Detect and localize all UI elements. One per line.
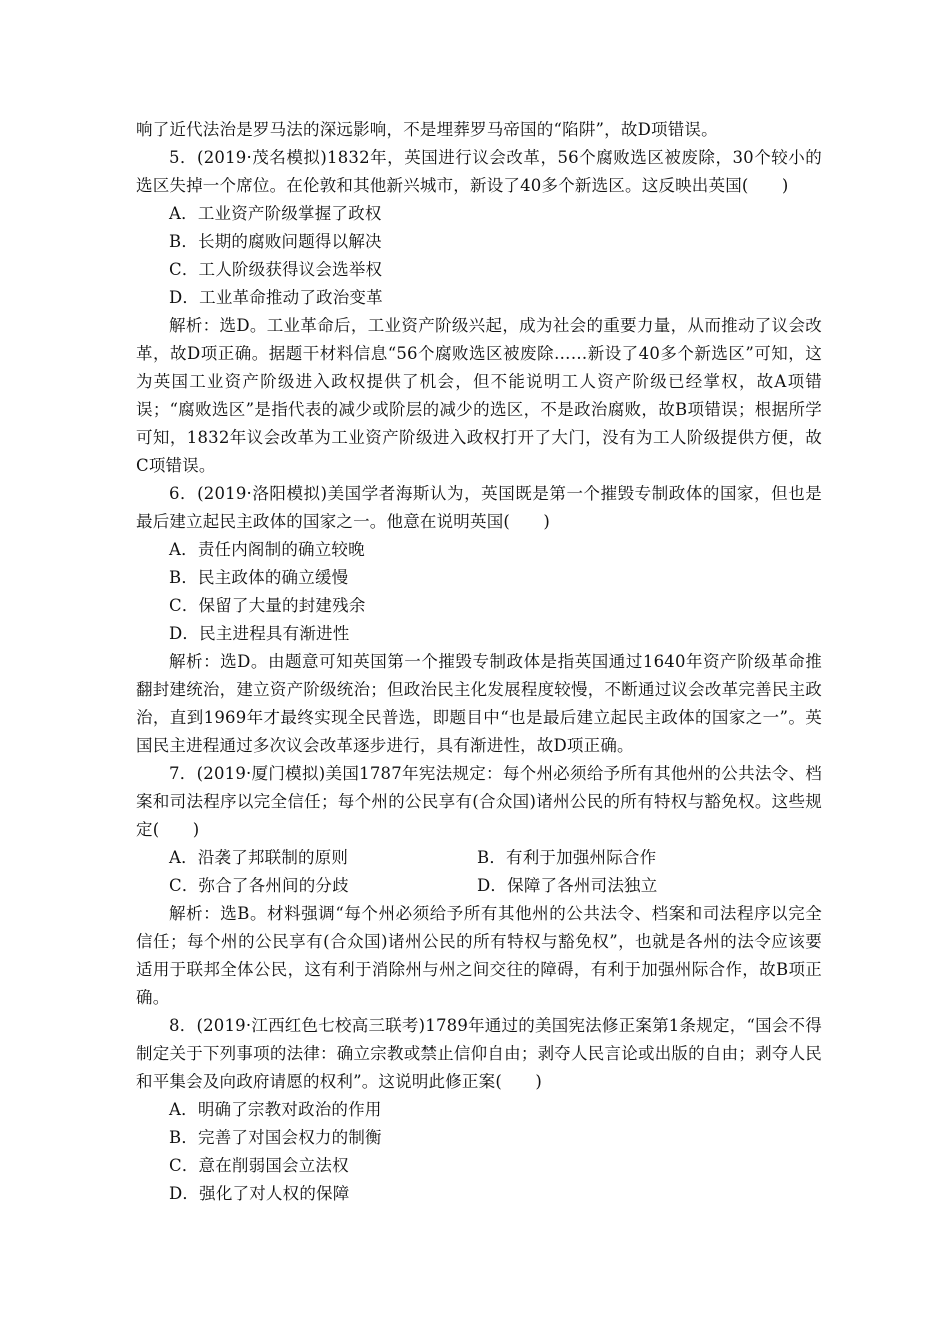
question-8: [136, 1012, 822, 1208]
option-d: D．民主进程具有渐进性: [169, 624, 350, 643]
option-a: A．明确了宗教对政治的作用: [169, 1100, 382, 1119]
option-b: B．长期的腐败问题得以解决: [169, 232, 382, 251]
question-stem: 6．(2019·洛阳模拟)美国学者海斯认为，英国既是第一个摧毁专制政体的国家，但也是最后建立起民主政体的国家之一。他意在说明英国( ): [136, 484, 822, 531]
option-c: C．意在削弱国会立法权: [169, 1156, 349, 1175]
option-b: B．民主政体的确立缓慢: [169, 568, 349, 587]
option-c: C．弥合了各州间的分歧: [169, 876, 349, 895]
analysis-paragraph: 解析：选D。由题意可知英国第一个摧毁专制政体是指英国通过1640年资产阶级革命推翻封建统治，建立资产阶级统治；但政治民主化发展程度较慢，不断通过议会改革完善民主政治，直到1969年才最终实现全民普选，即题目中“也是最后建立起民主政体的国家之一”。英国民主进程通过多次议会改革逐步进行，具有渐进性，故D项正确。: [136, 652, 822, 755]
document-body: [136, 116, 822, 1208]
question-7: [136, 760, 822, 1012]
option-b: B．完善了对国会权力的制衡: [169, 1128, 382, 1147]
option-a: A．沿袭了邦联制的原则: [169, 848, 349, 867]
question-stem: 7．(2019·厦门模拟)美国1787年宪法规定：每个州必须给予所有其他州的公共法令、档案和司法程序以完全信任；每个州的公民享有(合众国)诸州公民的所有特权与豁免权。这些规定( ): [136, 764, 822, 839]
option-a: A．工业资产阶级掌握了政权: [169, 204, 382, 223]
analysis-paragraph: 解析：选B。材料强调“每个州必须给予所有其他州的公共法令、档案和司法程序以完全信任；每个州的公民享有(合众国)诸州公民的所有特权与豁免权”，也就是各州的法令应该要适用于联邦全体公民，这有利于消除州与州之间交往的障碍，有利于加强州际合作，故B项正确。: [136, 904, 822, 1007]
option-d: D．工业革命推动了政治变革: [169, 288, 383, 307]
lead-paragraph: 响了近代法治是罗马法的深远影响，不是埋葬罗马帝国的“陷阱”，故D项错误。: [136, 120, 718, 139]
option-c: C．工人阶级获得议会选举权: [169, 260, 383, 279]
option-a: A．责任内阁制的确立较晚: [169, 540, 365, 559]
option-row: [136, 844, 822, 872]
option-row: [136, 872, 822, 900]
option-d: D．保障了各州司法独立: [477, 876, 658, 895]
question-6: [136, 480, 822, 760]
question-5: [136, 144, 822, 480]
question-stem: 5．(2019·茂名模拟)1832年，英国进行议会改革，56个腐败选区被废除，30个较小的选区失掉一个席位。在伦敦和其他新兴城市，新设了40多个新选区。这反映出英国( ): [136, 148, 822, 195]
option-c: C．保留了大量的封建残余: [169, 596, 366, 615]
option-d: D．强化了对人权的保障: [169, 1184, 350, 1203]
option-b: B．有利于加强州际合作: [477, 848, 657, 867]
question-stem: 8．(2019·江西红色七校高三联考)1789年通过的美国宪法修正案第1条规定，“国会不得制定关于下列事项的法律：确立宗教或禁止信仰自由；剥夺人民言论或出版的自由；剥夺人民和平集会及向政府请愿的权利”。这说明此修正案( ): [136, 1016, 822, 1091]
analysis-paragraph: 解析：选D。工业革命后，工业资产阶级兴起，成为社会的重要力量，从而推动了议会改革，故D项正确。据题干材料信息“56个腐败选区被废除……新设了40多个新选区”可知，这为英国工业资产阶级进入政权提供了机会，但不能说明工人资产阶级已经掌权，故A项错误；“腐败选区”是指代表的减少或阶层的减少的选区，不是政治腐败，故B项错误；根据所学可知，1832年议会改革为工业资产阶级进入政权打开了大门，没有为工人阶级提供方便，故C项错误。: [136, 316, 822, 475]
